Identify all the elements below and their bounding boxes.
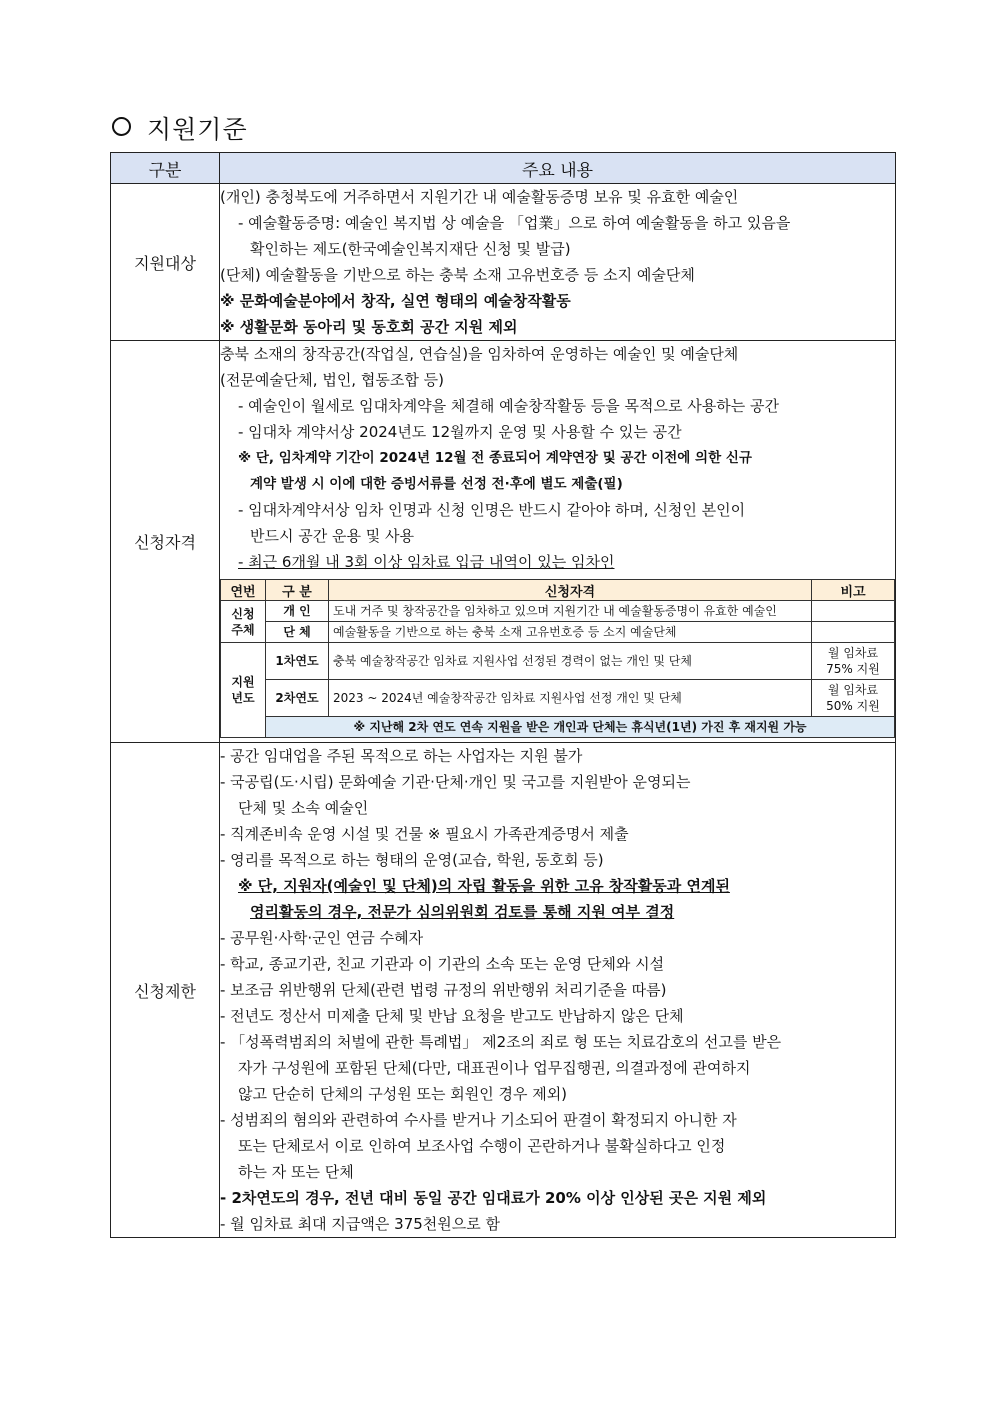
text-line: - 성범죄의 혐의와 관련하여 수사를 받거나 기소되어 판결이 확정되지 아니한 자 — [220, 1111, 737, 1129]
row-note — [812, 601, 895, 622]
criteria-table — [110, 152, 896, 1238]
subtable-footnote: ※ 지난해 2차 연도 연속 지원을 받은 개인과 단체는 휴식년(1년) 가진 후 재지원 가능 — [266, 717, 895, 738]
text-line: - 직계존비속 운영 시설 및 건물 ※ 필요시 가족관계증명서 제출 — [220, 825, 629, 843]
note-line: ※ 생활문화 동아리 및 동호회 공간 지원 제외 — [220, 318, 518, 336]
row-eligibility — [111, 341, 896, 743]
text-line: - 학교, 종교기관, 친교 기관과 이 기관의 소속 또는 운영 단체와 시설 — [220, 955, 665, 973]
text-line: - 「성폭력범죄의 처벌에 관한 특례법」 제2조의 죄로 형 또는 치료감호의 선고를 받은 — [220, 1033, 782, 1051]
row-support-target — [111, 184, 896, 341]
text-line: - 예술활동증명: 예술인 복지법 상 예술을 「업業」으로 하여 예술활동을 하고 있음을 — [238, 214, 791, 232]
circle-bullet-icon — [112, 117, 131, 136]
text-line: - 국공립(도·시립) 문화예술 기관·단체·개인 및 국고를 지원받아 운영되는 — [220, 773, 691, 791]
subtable-header: 신청자격 — [329, 580, 812, 601]
group-applicant: 신청 주체 — [221, 601, 266, 643]
text-line: (개인) 충청북도에 거주하면서 지원기간 내 예술활동증명 보유 및 유효한 예술인 — [220, 188, 739, 206]
text-line: (단체) 예술활동을 기반으로 하는 충북 소재 고유번호증 등 소지 예술단체 — [220, 266, 695, 284]
row-desc: 예술활동을 기반으로 하는 충북 소재 고유번호증 등 소지 예술단체 — [329, 622, 812, 643]
text-line: 또는 단체로서 이로 인하여 보조사업 수행이 곤란하거나 불확실하다고 인정 — [238, 1137, 726, 1155]
note-line: ※ 단, 임차계약 기간이 2024년 12월 전 종료되어 계약연장 및 공간 이전에 의한 신규 — [238, 450, 752, 466]
row-desc: 충북 예술창작공간 임차료 지원사업 선정된 경력이 없는 개인 및 단체 — [329, 643, 812, 680]
text-line: - 2차연도의 경우, 전년 대비 동일 공간 임대료가 20% 이상 인상된 곳은 지원 제외 — [220, 1189, 767, 1207]
row-type: 2차연도 — [266, 680, 329, 717]
subtable-row — [221, 680, 895, 717]
row-type: 단 체 — [266, 622, 329, 643]
subtable-header: 구 분 — [266, 580, 329, 601]
text-line: - 월 임차료 최대 지급액은 375천원으로 함 — [220, 1215, 501, 1233]
subtable-header: 비고 — [812, 580, 895, 601]
text-line: 확인하는 제도(한국예술인복지재단 신청 및 발급) — [250, 240, 571, 258]
label-eligibility: 신청자격 — [111, 341, 220, 743]
header-category: 구분 — [111, 153, 220, 184]
table-header-row — [111, 153, 896, 184]
text-line: - 임대차 계약서상 2024년도 12월까지 운영 및 사용할 수 있는 공간 — [238, 423, 682, 441]
text-line: - 공무원·사학·군인 연금 수혜자 — [220, 929, 424, 947]
note-line: 영리활동의 경우, 전문가 심의위원회 검토를 통해 지원 여부 결정 — [250, 903, 675, 921]
text-line: (전문예술단체, 법인, 협동조합 등) — [220, 371, 444, 389]
text-line: - 보조금 위반행위 단체(관련 법령 규정의 위반행위 처리기준을 따름) — [220, 981, 667, 999]
text-line: - 영리를 목적으로 하는 형태의 운영(교습, 학원, 동호회 등) — [220, 851, 604, 869]
header-content: 주요 내용 — [220, 153, 896, 184]
row-type: 개 인 — [266, 601, 329, 622]
text-line: 단체 및 소속 예술인 — [238, 799, 369, 817]
row-note — [812, 622, 895, 643]
heading-title: 지원기준 — [147, 115, 248, 144]
content-eligibility — [220, 341, 896, 743]
text-line: 하는 자 또는 단체 — [238, 1163, 354, 1181]
subtable-row — [221, 601, 895, 622]
subtable-footnote-row — [221, 717, 895, 738]
content-support-target — [220, 184, 896, 341]
text-line: - 임대차계약서상 임차 인명과 신청 인명은 반드시 같아야 하며, 신청인 본인이 — [238, 501, 746, 519]
row-restrictions — [111, 743, 896, 1238]
text-line: - 최근 6개월 내 3회 이상 임차료 입금 내역이 있는 임차인 — [238, 553, 615, 571]
row-type: 1차연도 — [266, 643, 329, 680]
subtable-row — [221, 643, 895, 680]
subtable-row — [221, 622, 895, 643]
eligibility-subtable — [220, 579, 895, 738]
text-line: - 공간 임대업을 주된 목적으로 하는 사업자는 지원 불가 — [220, 747, 583, 765]
subtable-header: 연번 — [221, 580, 266, 601]
note-line: 계약 발생 시 이에 대한 증빙서류를 선정 전·후에 별도 제출(필) — [250, 476, 623, 492]
text-line: - 전년도 정산서 미제출 단체 및 반납 요청을 받고도 반납하지 않은 단체 — [220, 1007, 684, 1025]
note-line: ※ 문화예술분야에서 창작, 실연 형태의 예술창작활동 — [220, 292, 571, 310]
note-line: ※ 단, 지원자(예술인 및 단체)의 자립 활동을 위한 고유 창작활동과 연계된 — [238, 877, 730, 895]
text-line: - 예술인이 월세로 임대차계약을 체결해 예술창작활동 등을 목적으로 사용하는 공간 — [238, 397, 779, 415]
text-line: 자가 구성원에 포함된 단체(다만, 대표권이나 업무집행권, 의결과정에 관여하지 — [238, 1059, 751, 1077]
text-line: 충북 소재의 창작공간(작업실, 연습실)을 임차하여 운영하는 예술인 및 예술단체 — [220, 345, 739, 363]
label-support-target: 지원대상 — [111, 184, 220, 341]
row-note: 월 임차료 50% 지원 — [812, 680, 895, 717]
label-restrictions: 신청제한 — [111, 743, 220, 1238]
section-heading — [112, 110, 248, 146]
group-support-year: 지원 년도 — [221, 643, 266, 738]
text-line: 반드시 공간 운용 및 사용 — [250, 527, 414, 545]
text-line: 않고 단순히 단체의 구성원 또는 회원인 경우 제외) — [238, 1085, 568, 1103]
row-desc: 도내 거주 및 창작공간을 임차하고 있으며 지원기간 내 예술활동증명이 유효한 예술인 — [329, 601, 812, 622]
row-note: 월 임차료 75% 지원 — [812, 643, 895, 680]
row-desc: 2023 ~ 2024년 예술창작공간 임차료 지원사업 선정 개인 및 단체 — [329, 680, 812, 717]
content-restrictions — [220, 743, 896, 1238]
subtable-header-row — [221, 580, 895, 601]
